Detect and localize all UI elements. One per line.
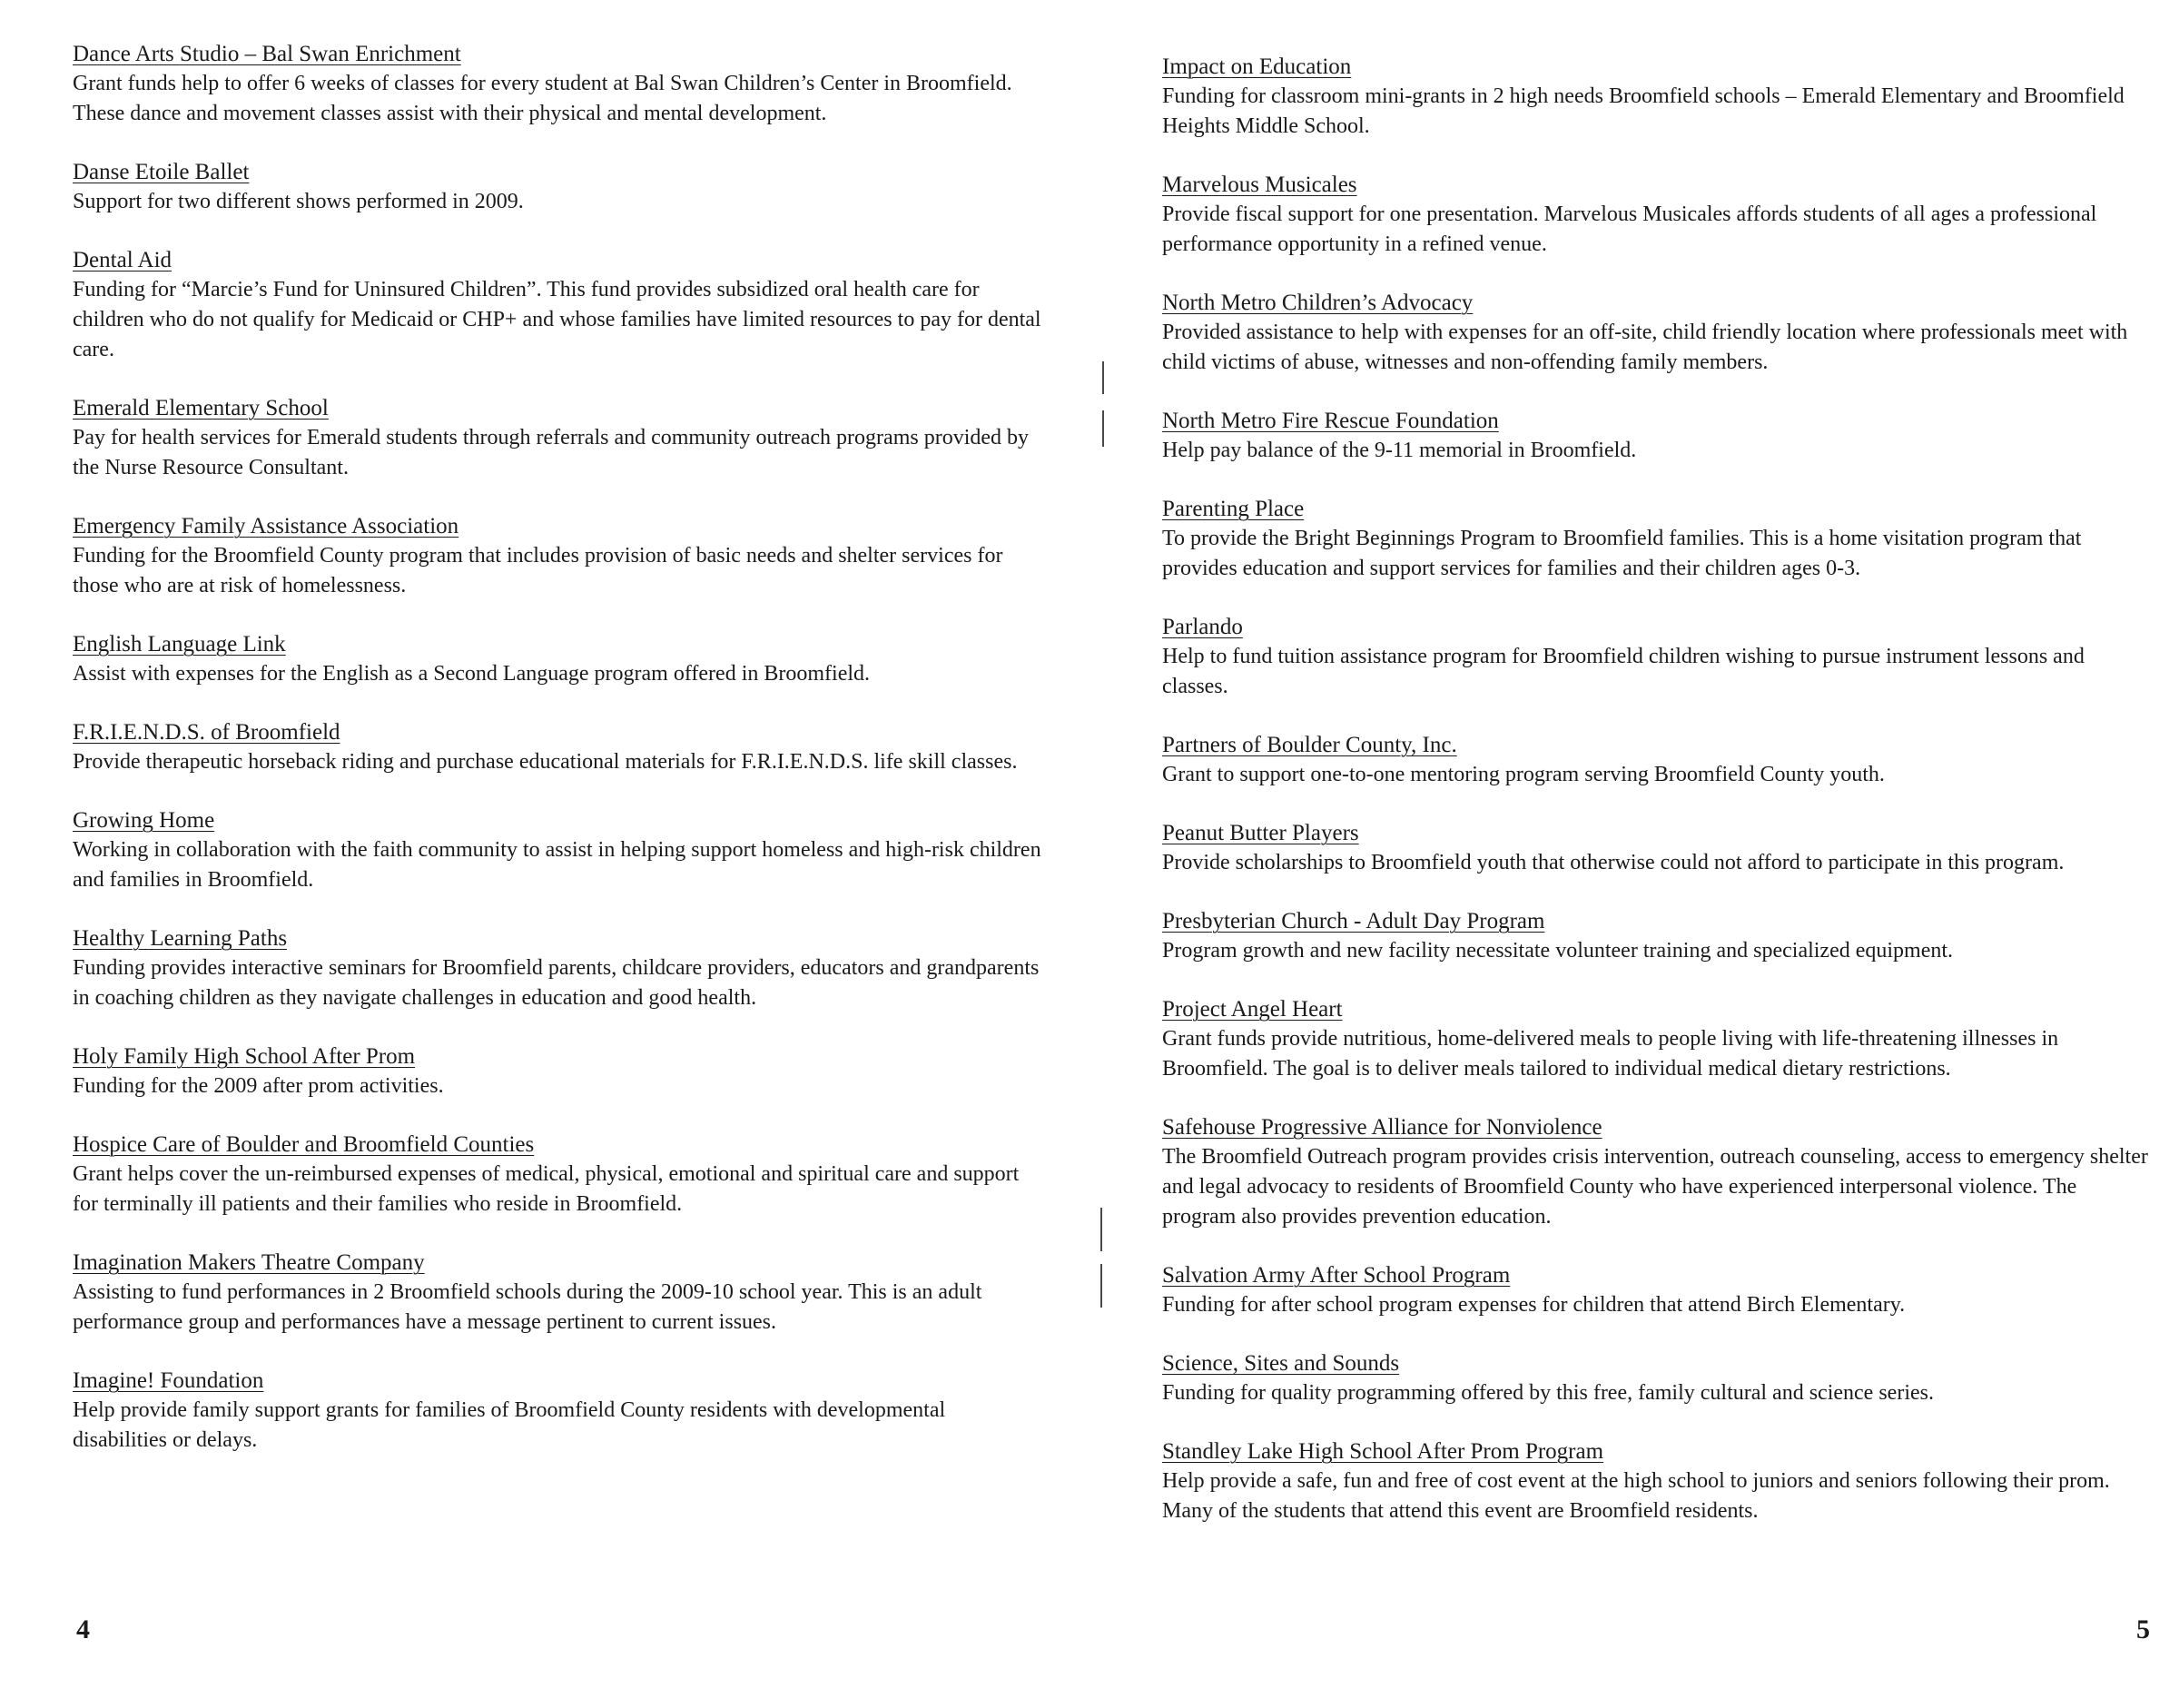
entry — [73, 246, 1062, 365]
entry — [73, 1367, 1062, 1456]
entry — [1162, 1261, 2170, 1320]
entry-title: F.R.I.E.N.D.S. of Broomfield — [73, 720, 340, 745]
entry-description: Program growth and new facility necessitate volunteer training and specialized equipment. — [1162, 939, 1954, 963]
entry-title: Standley Lake High School After Prom Program — [1162, 1439, 1604, 1464]
entry-title: Emerald Elementary School — [73, 396, 329, 420]
entry — [73, 718, 1062, 777]
entry-description: Pay for health services for Emerald students through referrals and community outreach programs provided by the Nurse Resource Consultant. — [73, 426, 1030, 479]
entry — [73, 1249, 1062, 1338]
entry-description: Assist with expenses for the English as a Second Language program offered in Broomfield. — [73, 662, 871, 686]
entry — [73, 512, 1062, 601]
entry-title: Project Angel Heart — [1162, 997, 1343, 1022]
entry-description: Provided assistance to help with expenses for an off-site, child friendly location where professionals meet with child victims of abuse, witnesses and non-offending family members. — [1162, 321, 2128, 374]
entry-title: Dental Aid — [73, 248, 173, 272]
entry-title: Salvation Army After School Program — [1162, 1263, 1511, 1288]
entry — [1162, 1437, 2170, 1526]
entry — [1162, 53, 2170, 142]
entry-description: Assisting to fund performances in 2 Broomfield schools during the 2009-10 school year. This is an adult performance group and performances have a message pertinent to current issues. — [73, 1280, 982, 1334]
left-entry-list — [73, 40, 1062, 1485]
entry-description: The Broomfield Outreach program provides crisis intervention, outreach counseling, access to emergency shelter and legal advocacy to residents of Broomfield County who have experienced interpersonal violence. The program also provides prevention education. — [1162, 1145, 2148, 1229]
entry-title: Danse Etoile Ballet — [73, 160, 250, 184]
page-number: 4 — [76, 1614, 90, 1644]
entry — [1162, 1113, 2170, 1232]
page-number: 5 — [2136, 1614, 2150, 1644]
entry — [73, 1130, 1062, 1219]
entry-description: Funding for the 2009 after prom activities. — [73, 1074, 444, 1098]
entry — [1162, 995, 2170, 1084]
entry-title: Imagination Makers Theatre Company — [73, 1250, 425, 1275]
right-entry-list — [1162, 53, 2170, 1555]
entry — [73, 394, 1062, 483]
entry — [73, 40, 1062, 129]
entry — [1162, 819, 2170, 878]
entry-description: Provide therapeutic horseback riding and purchase educational materials for F.R.I.E.N.D.S. life skill classes. — [73, 750, 1018, 774]
entry — [73, 924, 1062, 1013]
entry-description: Help provide family support grants for families of Broomfield County residents with developmental disabilities or delays. — [73, 1398, 946, 1452]
entry-title: Impact on Education — [1162, 54, 1352, 79]
entry-title: Peanut Butter Players — [1162, 821, 1359, 845]
entry — [73, 158, 1062, 217]
entry — [1162, 907, 2170, 966]
entry-description: Help pay balance of the 9-11 memorial in Broomfield. — [1162, 439, 1637, 462]
entry-title: Imagine! Foundation — [73, 1368, 264, 1393]
right-page — [1090, 0, 2179, 1708]
entry — [73, 630, 1062, 689]
entry-description: Funding provides interactive seminars for Broomfield parents, childcare providers, educators and grandparents in coaching children as they navigate challenges in education and good health. — [73, 956, 1040, 1010]
entry — [1162, 1349, 2170, 1408]
entry-title: Emergency Family Assistance Association — [73, 514, 459, 538]
entry-description: Provide fiscal support for one presentation. Marvelous Musicales affords students of all ages a professional performance opportunity in a refined venue. — [1162, 202, 2097, 256]
entry-description: Grant to support one-to-one mentoring program serving Broomfield County youth. — [1162, 763, 1885, 786]
entry-description: Support for two different shows performed in 2009. — [73, 190, 524, 213]
entry-description: Grant helps cover the un-reimbursed expenses of medical, physical, emotional and spiritual care and support for terminally ill patients and their families who reside in Broomfield. — [73, 1162, 1020, 1216]
entry-title: Growing Home — [73, 808, 215, 833]
entry-description: Funding for “Marcie’s Fund for Uninsured Children”. This fund provides subsidized oral health care for children who do not qualify for Medicaid or CHP+ and whose families have limited resources to pay for dental care. — [73, 278, 1041, 361]
entry — [73, 1042, 1062, 1101]
entry — [1162, 495, 2170, 584]
entry-description: Funding for classroom mini-grants in 2 high needs Broomfield schools – Emerald Elementary and Broomfield Heights Middle School. — [1162, 84, 2125, 138]
entry-description: To provide the Bright Beginnings Program to Broomfield families. This is a home visitation program that provides education and support services for families and their children ages 0-3. — [1162, 527, 2082, 580]
entry-title: English Language Link — [73, 632, 286, 657]
entry-title: Parlando — [1162, 615, 1243, 639]
entry — [1162, 289, 2170, 378]
entry — [1162, 171, 2170, 260]
entry-title: Healthy Learning Paths — [73, 926, 288, 951]
entry-title: Hospice Care of Boulder and Broomfield Counties — [73, 1132, 535, 1157]
entry — [1162, 407, 2170, 466]
entry — [1162, 613, 2170, 702]
entry-description: Help to fund tuition assistance program for Broomfield children wishing to pursue instrument lessons and classes. — [1162, 645, 2085, 698]
entry-title: Safehouse Progressive Alliance for Nonviolence — [1162, 1115, 1602, 1140]
entry-description: Grant funds help to offer 6 weeks of classes for every student at Bal Swan Children’s Center in Broomfield. These dance and movement classes assist with their physical and mental development. — [73, 72, 1012, 125]
entry-title: Partners of Boulder County, Inc. — [1162, 733, 1457, 757]
entry-title: Parenting Place — [1162, 497, 1305, 521]
entry-title: Science, Sites and Sounds — [1162, 1351, 1400, 1376]
entry-title: Marvelous Musicales — [1162, 173, 1357, 197]
entry-title: North Metro Children’s Advocacy — [1162, 291, 1474, 315]
entry-title: North Metro Fire Rescue Foundation — [1162, 409, 1499, 433]
entry-description: Working in collaboration with the faith community to assist in helping support homeless and high-risk children and families in Broomfield. — [73, 838, 1041, 892]
entry-title: Dance Arts Studio – Bal Swan Enrichment — [73, 42, 461, 66]
entry-title: Presbyterian Church - Adult Day Program — [1162, 909, 1545, 933]
entry-description: Grant funds provide nutritious, home-delivered meals to people living with life-threatening illnesses in Broomfield. The goal is to deliver meals tailored to individual medical dietary restrictions. — [1162, 1027, 2059, 1081]
entry-description: Provide scholarships to Broomfield youth that otherwise could not afford to participate in this program. — [1162, 851, 2065, 874]
entry-title: Holy Family High School After Prom — [73, 1044, 416, 1069]
entry-description: Help provide a safe, fun and free of cost event at the high school to juniors and seniors following their prom. Many of the students that attend this event are Broomfield residents. — [1162, 1469, 2110, 1523]
entry — [73, 806, 1062, 895]
entry-description: Funding for quality programming offered by this free, family cultural and science series. — [1162, 1381, 1934, 1405]
entry — [1162, 731, 2170, 790]
entry-description: Funding for the Broomfield County program that includes provision of basic needs and shelter services for those who are at risk of homelessness. — [73, 544, 1003, 597]
entry-description: Funding for after school program expenses for children that attend Birch Elementary. — [1162, 1293, 1906, 1317]
